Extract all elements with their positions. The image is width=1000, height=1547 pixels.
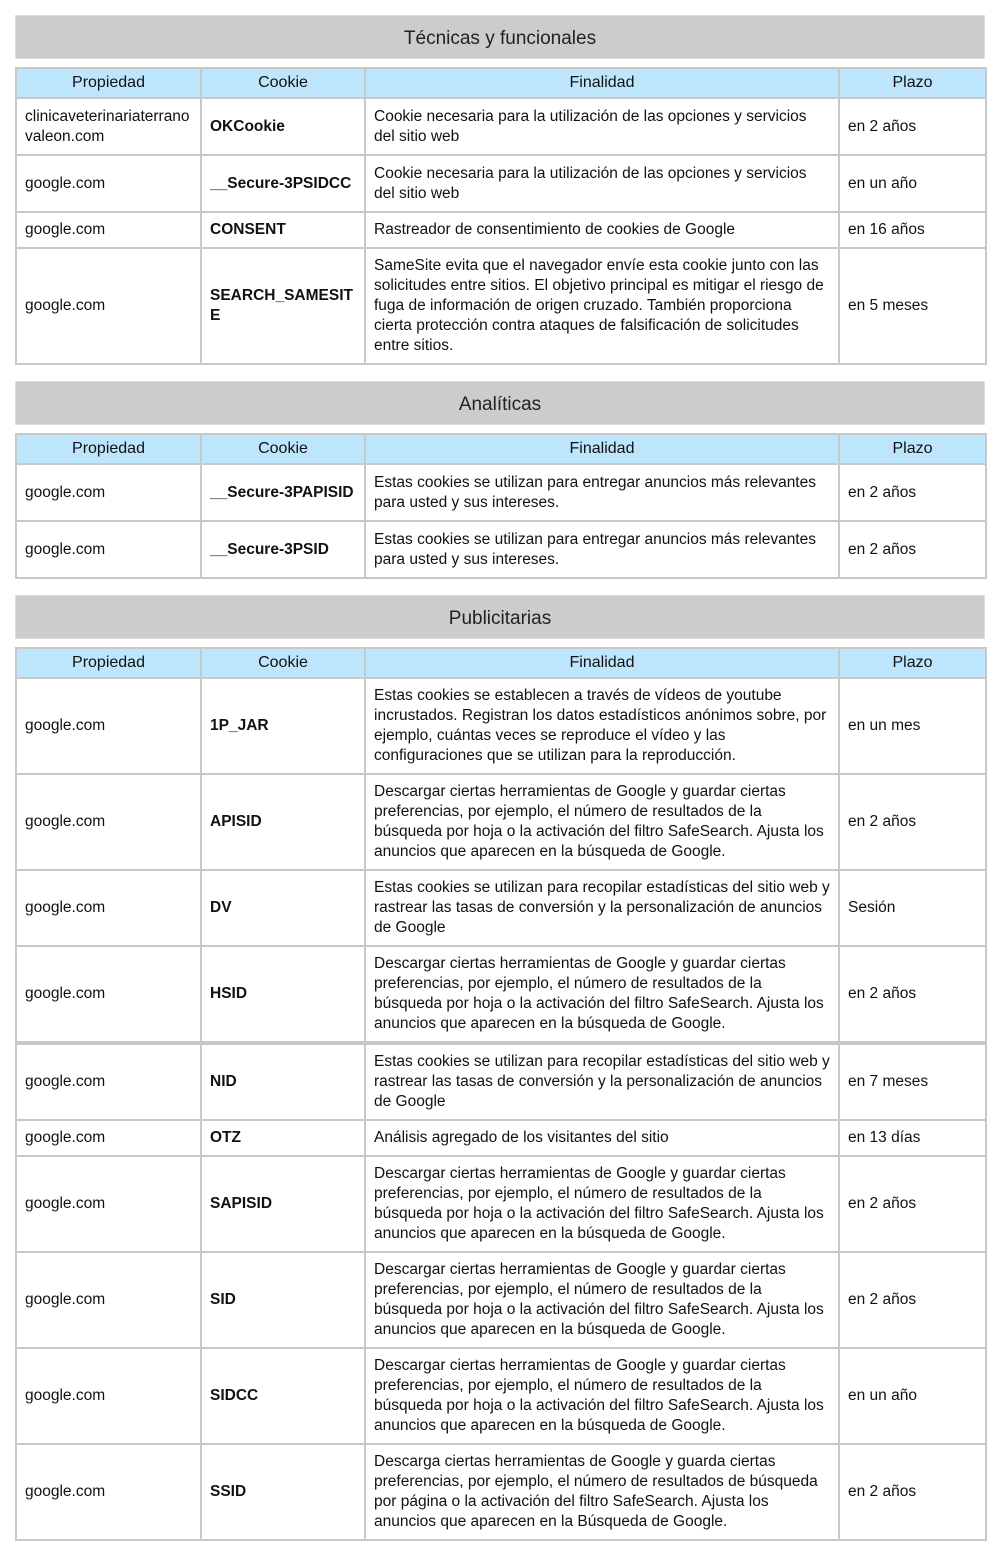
cell-finalidad: Estas cookies se establecen a través de vídeos de youtube incrustados. Registran los datos estadísticos anónimos sobre, por ejemplo, cuántas veces se reproduce el vídeo y las configuraciones que se utilizan para la reproducción. [365,678,839,774]
cell-propiedad: google.com [16,1444,201,1540]
column-header-propiedad: Propiedad [16,68,201,98]
table-row [16,1156,986,1252]
cell-cookie: SIDCC [201,1348,365,1444]
column-header-cookie: Cookie [201,68,365,98]
cell-cookie: DV [201,870,365,946]
column-header-finalidad: Finalidad [365,68,839,98]
cell-cookie: SID [201,1252,365,1348]
cell-propiedad: google.com [16,1348,201,1444]
cookie-table [15,433,987,579]
table-row [16,946,986,1043]
cell-propiedad: google.com [16,774,201,870]
section-tecnicas [15,15,985,365]
cell-finalidad: Estas cookies se utilizan para recopilar estadísticas del sitio web y rastrear las tasas de conversión y la personalización de anuncios de Google [365,1043,839,1120]
table-row [16,1444,986,1540]
column-header-propiedad: Propiedad [16,434,201,464]
cell-plazo: en 2 años [839,521,986,578]
column-header-cookie: Cookie [201,648,365,678]
cell-finalidad: Descargar ciertas herramientas de Google y guardar ciertas preferencias, por ejemplo, el número de resultados de la búsqueda por hoja o la activación del filtro SafeSearch. Ajusta los anuncios que aparecen en la búsqueda de Google. [365,946,839,1043]
cell-propiedad: google.com [16,212,201,248]
cell-finalidad: Descarga ciertas herramientas de Google y guarda ciertas preferencias, por ejemplo, el número de resultados de búsqueda por página o la activación del filtro SafeSearch. Ajusta los anuncios que aparecen en la Búsqueda de Google. [365,1444,839,1540]
section-title: Publicitarias [15,595,985,639]
table-row [16,248,986,364]
table-header-row [16,434,986,464]
table-row [16,1348,986,1444]
cell-propiedad: google.com [16,1120,201,1156]
cell-propiedad: google.com [16,1043,201,1120]
section-publicitarias [15,595,985,1541]
cell-finalidad: Análisis agregado de los visitantes del sitio [365,1120,839,1156]
cell-propiedad: google.com [16,1156,201,1252]
cell-plazo: en 13 días [839,1120,986,1156]
table-row [16,774,986,870]
table-row [16,678,986,774]
cell-finalidad: Estas cookies se utilizan para entregar anuncios más relevantes para usted y sus intereses. [365,521,839,578]
column-header-plazo: Plazo [839,648,986,678]
cell-finalidad: Descargar ciertas herramientas de Google y guardar ciertas preferencias, por ejemplo, el número de resultados de la búsqueda por hoja o la activación del filtro SafeSearch. Ajusta los anuncios que aparecen en la búsqueda de Google. [365,774,839,870]
cell-cookie: SEARCH_SAMESITE [201,248,365,364]
cell-finalidad: Cookie necesaria para la utilización de las opciones y servicios del sitio web [365,155,839,212]
table-row [16,212,986,248]
cell-cookie: OKCookie [201,98,365,155]
cell-cookie: HSID [201,946,365,1043]
table-row [16,155,986,212]
cell-plazo: en un año [839,1348,986,1444]
cell-propiedad: clinicaveterinariaterranovaleon.com [16,98,201,155]
cell-plazo: en 2 años [839,98,986,155]
cell-plazo: en un mes [839,678,986,774]
table-row [16,1120,986,1156]
cell-finalidad: Rastreador de consentimiento de cookies de Google [365,212,839,248]
table-row [16,1043,986,1120]
table-row [16,521,986,578]
cell-cookie: CONSENT [201,212,365,248]
column-header-plazo: Plazo [839,434,986,464]
cell-finalidad: SameSite evita que el navegador envíe esta cookie junto con las solicitudes entre sitios. El objetivo principal es mitigar el riesgo de fuga de información de origen cruzado. También proporciona cierta protección contra ataques de falsificación de solicitudes entre sitios. [365,248,839,364]
table-row [16,1252,986,1348]
cell-cookie: SAPISID [201,1156,365,1252]
cell-cookie: SSID [201,1444,365,1540]
cell-finalidad: Estas cookies se utilizan para entregar anuncios más relevantes para usted y sus intereses. [365,464,839,521]
cell-propiedad: google.com [16,946,201,1043]
cell-plazo: en 2 años [839,1252,986,1348]
cell-cookie: 1P_JAR [201,678,365,774]
cookie-table [15,647,987,1541]
table-header-row [16,68,986,98]
cell-cookie: __Secure-3PAPISID [201,464,365,521]
column-header-finalidad: Finalidad [365,434,839,464]
cell-cookie: NID [201,1043,365,1120]
cell-plazo: en 5 meses [839,248,986,364]
section-analiticas [15,381,985,579]
cell-propiedad: google.com [16,1252,201,1348]
table-header-row [16,648,986,678]
table-row [16,870,986,946]
column-header-propiedad: Propiedad [16,648,201,678]
table-row [16,98,986,155]
cell-finalidad: Estas cookies se utilizan para recopilar estadísticas del sitio web y rastrear las tasas de conversión y la personalización de anuncios de Google [365,870,839,946]
cell-plazo: en 2 años [839,464,986,521]
cell-plazo: en 2 años [839,774,986,870]
cell-plazo: en 2 años [839,1156,986,1252]
cell-propiedad: google.com [16,464,201,521]
cell-propiedad: google.com [16,521,201,578]
table-row [16,464,986,521]
section-title: Analíticas [15,381,985,425]
cell-finalidad: Descargar ciertas herramientas de Google y guardar ciertas preferencias, por ejemplo, el número de resultados de la búsqueda por hoja o la activación del filtro SafeSearch. Ajusta los anuncios que aparecen en la búsqueda de Google. [365,1252,839,1348]
cell-finalidad: Cookie necesaria para la utilización de las opciones y servicios del sitio web [365,98,839,155]
cell-plazo: en un año [839,155,986,212]
cell-cookie: __Secure-3PSIDCC [201,155,365,212]
column-header-plazo: Plazo [839,68,986,98]
cell-propiedad: google.com [16,248,201,364]
cell-plazo: Sesión [839,870,986,946]
cell-finalidad: Descargar ciertas herramientas de Google y guardar ciertas preferencias, por ejemplo, el número de resultados de la búsqueda por hoja o la activación del filtro SafeSearch. Ajusta los anuncios que aparecen en la búsqueda de Google. [365,1348,839,1444]
section-title: Técnicas y funcionales [15,15,985,59]
cell-plazo: en 2 años [839,1444,986,1540]
column-header-finalidad: Finalidad [365,648,839,678]
cell-finalidad: Descargar ciertas herramientas de Google y guardar ciertas preferencias, por ejemplo, el número de resultados de la búsqueda por hoja o la activación del filtro SafeSearch. Ajusta los anuncios que aparecen en la búsqueda de Google. [365,1156,839,1252]
cookie-table [15,67,987,365]
cell-plazo: en 7 meses [839,1043,986,1120]
cell-propiedad: google.com [16,870,201,946]
cell-propiedad: google.com [16,678,201,774]
cell-plazo: en 2 años [839,946,986,1043]
cell-cookie: __Secure-3PSID [201,521,365,578]
column-header-cookie: Cookie [201,434,365,464]
cell-cookie: APISID [201,774,365,870]
cell-cookie: OTZ [201,1120,365,1156]
cell-plazo: en 16 años [839,212,986,248]
cell-propiedad: google.com [16,155,201,212]
